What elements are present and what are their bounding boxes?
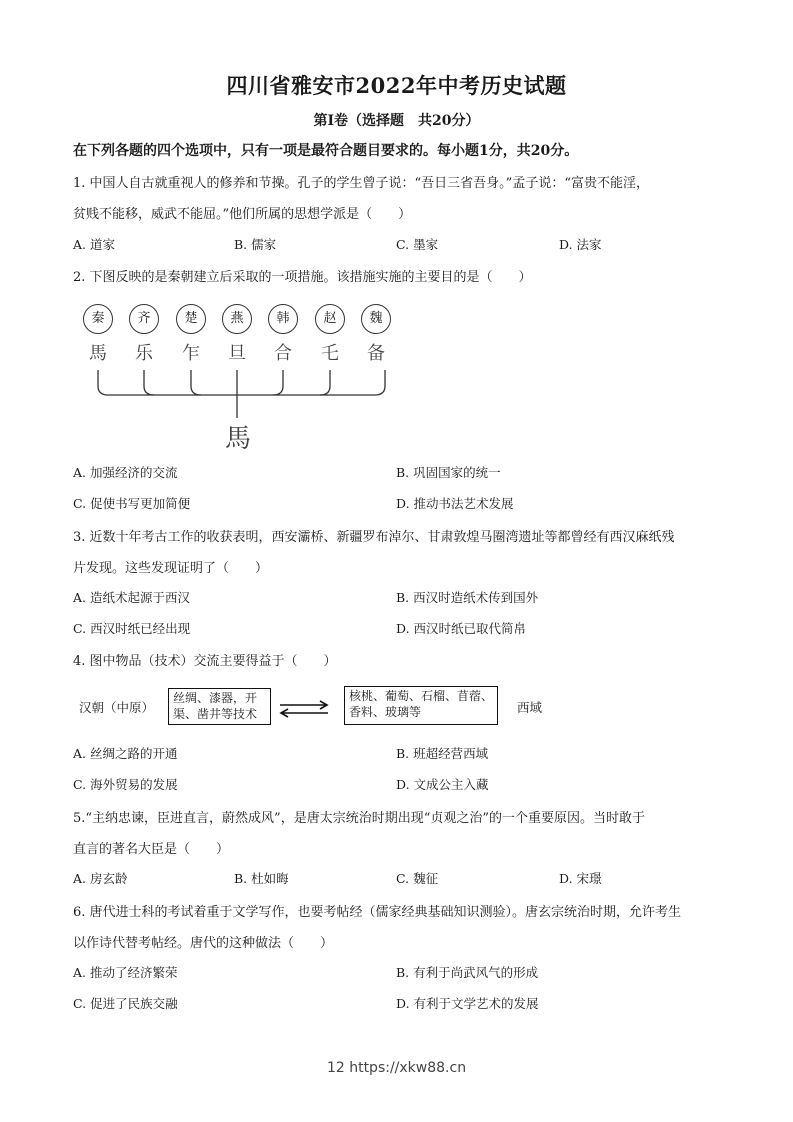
page-footer: 12 https://xkw88.cn [326, 1060, 467, 1076]
instructions: 在下列各题的四个选项中，只有一项是最符合题目要求的。每小题1分，共20分。 [73, 143, 579, 159]
option-d[interactable]: D. 推动书法艺术发展 [396, 496, 514, 511]
exchange-arrows-icon [278, 700, 330, 718]
option-d[interactable]: D. 文成公主入藏 [396, 777, 489, 792]
option-a[interactable]: A. 房玄龄 [73, 871, 128, 886]
state-qi: 齐 [129, 304, 159, 334]
option-c[interactable]: C. 促使书写更加简便 [73, 496, 191, 511]
state-yan: 燕 [222, 304, 252, 334]
question-text-line: 1. 中国人自古就重视人的修养和节操。孔子的学生曾子说：“吾日三省吾身。”孟子说：“富贵不能淫， [73, 176, 649, 191]
section-title: 第Ⅰ卷（选择题 共20分） [313, 113, 480, 129]
bracket-connector [80, 368, 400, 418]
western-regions-exports-box: 核桃、葡萄、石榴、苜蓿、香料、玻璃等 [344, 686, 498, 725]
state-qin: 秦 [83, 304, 113, 334]
question-text-line: 5.“主纳忠谏，臣进直言，蔚然成风”，是唐太宗统治时期出现“贞观之治”的一个重要原因。当时敢于 [73, 811, 645, 826]
option-c[interactable]: C. 西汉时纸已经出现 [73, 621, 191, 636]
state-wei: 魏 [361, 304, 391, 334]
question-text-line: 2. 下图反映的是秦朝建立后采取的一项措施。该措施实施的主要目的是（ ） [73, 270, 532, 285]
unified-glyph: 馬 [224, 424, 251, 454]
option-a[interactable]: A. 造纸术起源于西汉 [73, 590, 190, 605]
option-b[interactable]: B. 西汉时造纸术传到国外 [396, 590, 539, 605]
state-glyph: 乇 [321, 343, 339, 364]
state-glyph: 备 [367, 343, 385, 364]
question-text-line: 6. 唐代进士科的考试着重于文学写作，也要考帖经（儒家经典基础知识测验）。唐玄宗统治时期，允许考生 [73, 905, 682, 920]
option-d[interactable]: D. 有利于文学艺术的发展 [396, 996, 539, 1011]
question-text-line: 3. 近数十年考古工作的收获表明，西安灞桥、新疆罗布淖尔、甘肃敦煌马圈湾遗址等都曾经有西汉麻纸残 [73, 530, 675, 545]
state-zhao: 赵 [315, 304, 345, 334]
question-text-line: 直言的著名大臣是（ ） [73, 842, 230, 857]
question-text-line: 以作诗代替考帖经。唐代的这种做法（ ） [73, 936, 334, 951]
option-a[interactable]: A. 推动了经济繁荣 [73, 965, 178, 980]
option-b[interactable]: B. 班超经营西域 [396, 746, 489, 761]
state-chu: 楚 [176, 304, 206, 334]
state-glyph: 合 [274, 343, 292, 364]
option-c[interactable]: C. 墨家 [396, 237, 439, 252]
question-text-line: 4. 图中物品（技术）交流主要得益于（ ） [73, 654, 337, 669]
state-glyph: 旦 [228, 343, 246, 364]
question-text-line: 贫贱不能移，威武不能屈。”他们所属的思想学派是（ ） [73, 207, 412, 222]
option-d[interactable]: D. 法家 [559, 237, 602, 252]
state-glyph: 乍 [182, 343, 200, 364]
option-a[interactable]: A. 加强经济的交流 [73, 465, 178, 480]
option-b[interactable]: B. 儒家 [234, 237, 277, 252]
han-exports-box: 丝绸、漆器，开渠、凿井等技术 [168, 688, 271, 725]
han-label: 汉朝（中原） [79, 700, 155, 715]
option-c[interactable]: C. 促进了民族交融 [73, 996, 178, 1011]
option-d[interactable]: D. 宋璟 [559, 871, 602, 886]
western-regions-label: 西域 [517, 700, 543, 715]
option-b[interactable]: B. 巩固国家的统一 [396, 465, 501, 480]
state-glyph: 馬 [89, 343, 107, 364]
option-c[interactable]: C. 魏征 [396, 871, 439, 886]
option-b[interactable]: B. 杜如晦 [234, 871, 289, 886]
option-a[interactable]: A. 道家 [73, 237, 115, 252]
option-b[interactable]: B. 有利于尚武风气的形成 [396, 965, 539, 980]
question-text-line: 片发现。这些发现证明了（ ） [73, 561, 269, 576]
page-title: 四川省雅安市2022年中考历史试题 [226, 73, 567, 98]
option-a[interactable]: A. 丝绸之路的开通 [73, 746, 178, 761]
state-han: 韩 [268, 304, 298, 334]
state-glyph: 乐 [135, 343, 153, 364]
option-c[interactable]: C. 海外贸易的发展 [73, 777, 178, 792]
option-d[interactable]: D. 西汉时纸已取代简帛 [396, 621, 527, 636]
